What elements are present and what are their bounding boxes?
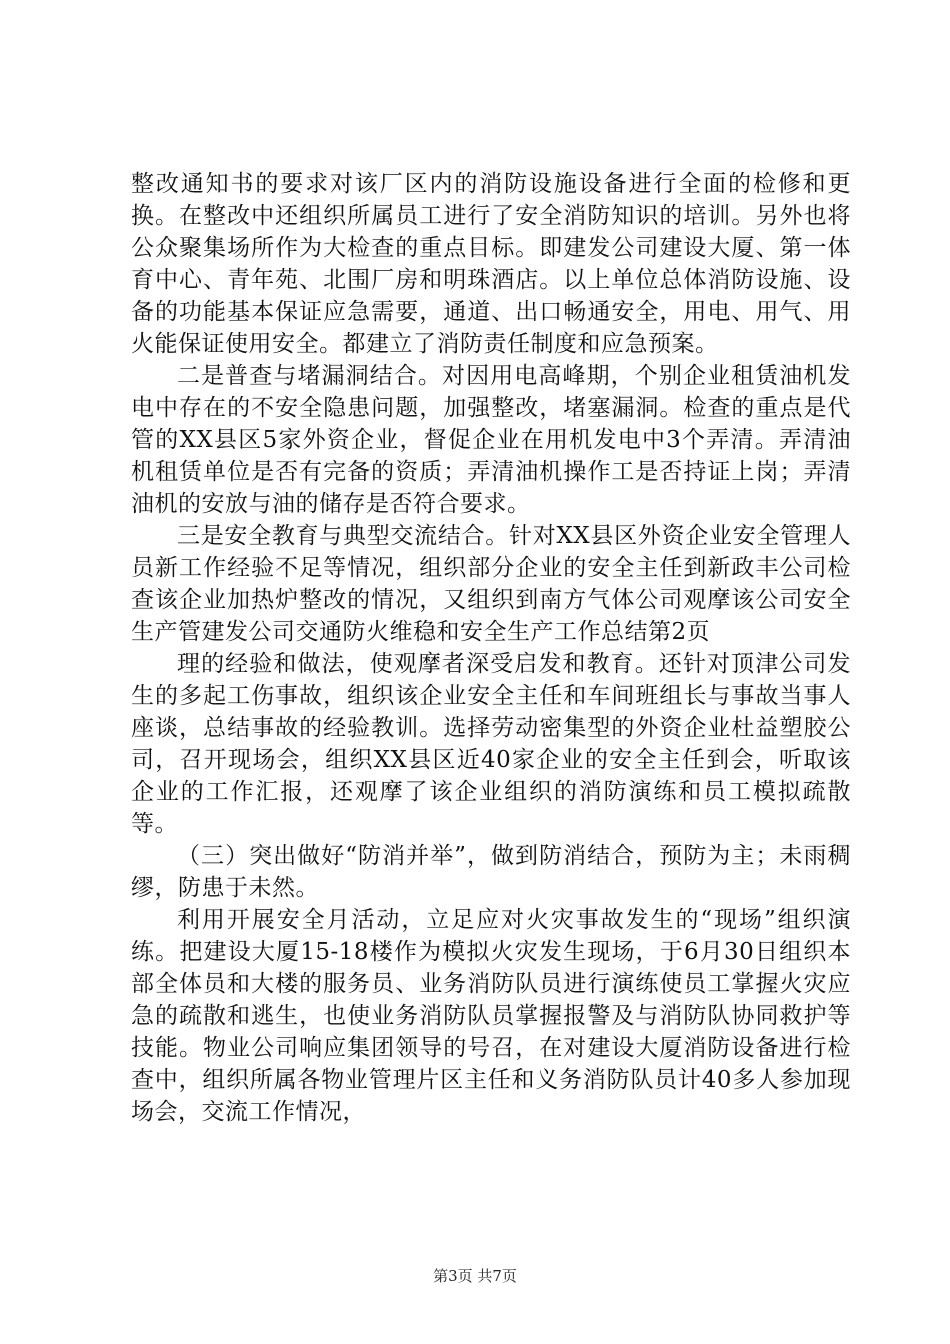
paragraph-6: 利用开展安全月活动，立足应对火灾事故发生的“现场”组织演练。把建设大厦15-18楼作为模拟火灾发生现场，于6月30日组织本部全体员和大楼的服务员、业务消防队员进行演练使员工掌握火灾应急的疏散和逃生，也使业务消防队员掌握报警及与消防队协同救护等技能。物业公司响应集团领导的号召，在对建设大厦消防设备进行检查中，组织所属各物业管理片区主任和义务消防队员计40多人参加现场会，交流工作情况， — [131, 907, 851, 1125]
paragraph-3: 三是安全教育与典型交流结合。针对XX县区外资企业安全管理人员新工作经验不足等情况，组织部分企业的安全主任到新政丰公司检查该企业加热炉整改的情况，又组织到南方气体公司观摩该公司安全生产管建发公司交通防火维稳和安全生产工作总结第2页 — [131, 523, 851, 645]
paragraph-2: 二是普查与堵漏洞结合。对因用电高峰期，个别企业租赁油机发电中存在的不安全隐患问题，加强整改，堵塞漏洞。检查的重点是代管的XX县区5家外资企业，督促企业在用机发电中3个弄清。弄清油机租赁单位是否有完备的资质；弄清油机操作工是否持证上岗；弄清油机的安放与油的储存是否符合要求。 — [131, 363, 851, 517]
paragraph-4: 理的经验和做法，使观摩者深受启发和教育。还针对顶津公司发生的多起工伤事故，组织该企业安全主任和车间班组长与事故当事人座谈，总结事故的经验教训。选择劳动密集型的外资企业杜益塑胶公司，召开现场会，组织XX县区近40家企业的安全主任到会，听取该企业的工作汇报，还观摩了该企业组织的消防演练和员工模拟疏散等。 — [131, 651, 851, 837]
paragraph-5: （三）突出做好“防消并举”，做到防消结合，预防为主；未雨稠缪，防患于未然。 — [131, 843, 851, 901]
paragraph-1: 整改通知书的要求对该厂区内的消防设施设备进行全面的检修和更换。在整改中还组织所属员工进行了安全消防知识的培训。另外也将公众聚集场所作为大检查的重点目标。即建发公司建设大厦、第一体育中心、青年苑、北围厂房和明珠酒店。以上单位总体消防设施、设备的功能基本保证应急需要，通道、出口畅通安全，用电、用气、用火能保证使用安全。都建立了消防责任制度和应急预案。 — [131, 171, 851, 357]
page-number-footer: 第3页 共7页 — [433, 1267, 517, 1285]
document-body — [131, 168, 851, 1128]
